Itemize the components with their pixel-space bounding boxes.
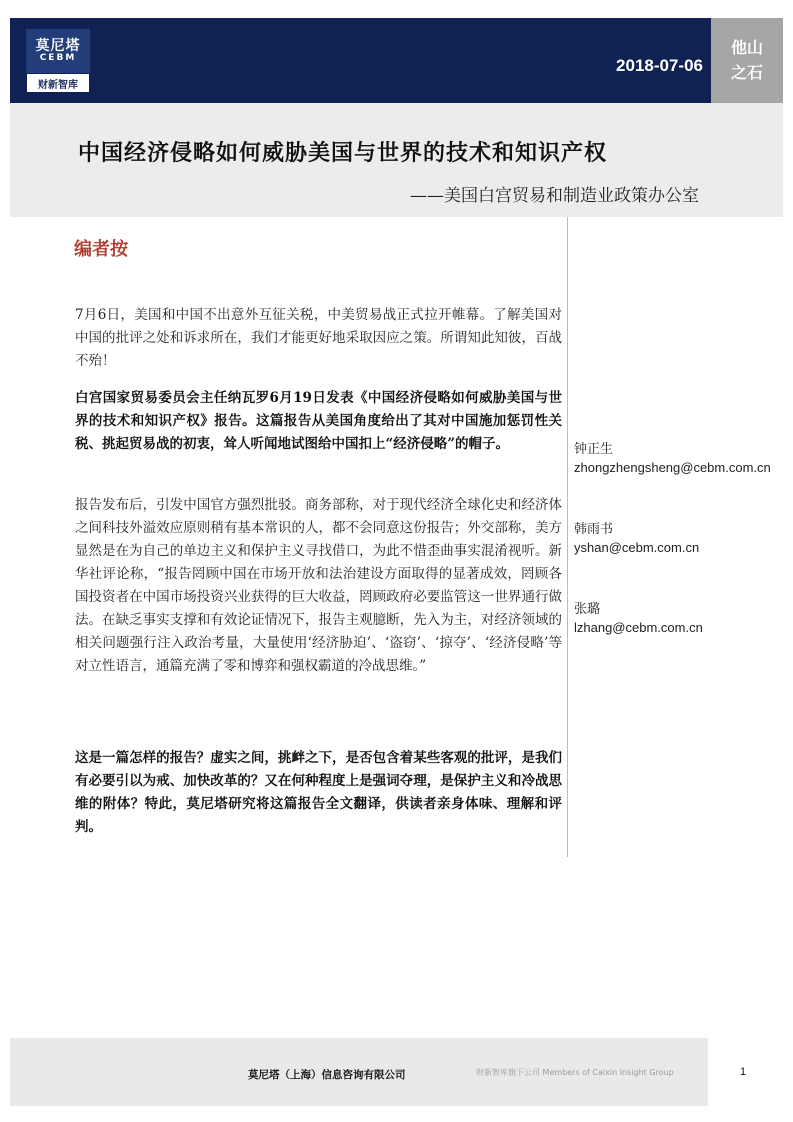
logo-english: CEBM <box>39 52 77 63</box>
logo-subtitle: 财新智库 <box>26 73 90 93</box>
header-bar <box>10 18 711 103</box>
paragraph-1: 7月6日，美国和中国不出意外互征关税，中美贸易战正式拉开帷幕。了解美国对中国的批评之处和诉求所在，我们才能更好地采取因应之策。所谓知此知彼，百战不殆！ <box>75 307 562 369</box>
contact-email-1[interactable]: zhongzhengsheng@cebm.com.cn <box>574 460 771 475</box>
series-label-line1: 他山 <box>730 37 763 57</box>
company-logo <box>26 29 90 93</box>
report-title: 中国经济侵略如何威胁美国与世界的技术和知识产权 <box>78 140 608 166</box>
title-band <box>10 103 783 217</box>
logo-mark <box>26 29 90 73</box>
logo-chinese: 莫尼塔 <box>35 37 81 54</box>
contact-name-3: 张璐 <box>574 602 601 617</box>
report-date: 2018-07-06 <box>616 56 703 75</box>
contact-name-2: 韩雨书 <box>574 522 614 537</box>
footer-bar <box>10 1038 708 1106</box>
paragraph-3: 报告发布后，引发中国官方强烈批驳。商务部称，对于现代经济全球化史和经济体之间科技外溢效应原则稍有基本常识的人，都不会同意这份报告；外交部称，美方显然是在为自己的单边主义和保护主义寻找借口，为此不惜歪曲事实混淆视听。新华社评论称，“报告罔顾中国在市场开放和法治建设方面取得的显著成效，罔顾各国投资者在中国市场投资兴业获得的巨大收益，罔顾政府必要监管这一世界通行做法。在缺乏事实支撑和有效论证情况下，报告主观臆断，先入为主，对经济领域的相关问题强行注入政治考量，大量使用‘经济胁迫’、‘盗窃’、‘掠夺’、‘经济侵略’等对立性语言，通篇充满了零和博弈和强权霸道的冷战思维。” <box>75 497 562 674</box>
series-label <box>711 18 783 103</box>
section-heading: 编者按 <box>74 239 128 260</box>
footer-company: 莫尼塔（上海）信息咨询有限公司 <box>248 1069 406 1081</box>
contact-name-1: 钟正生 <box>574 442 614 457</box>
editor-note-column <box>66 217 568 857</box>
contact-email-2[interactable]: yshan@cebm.com.cn <box>574 540 700 555</box>
paragraph-4: 这是一篇怎样的报告？虚实之间，挑衅之下，是否包含着某些客观的批评，是我们有必要引以为戒、加快改革的？又在何种程度上是强词夺理，是保护主义和冷战思维的附体？特此，莫尼塔研究将这篇报告全文翻译，供读者亲身体味、理解和评判。 <box>75 750 562 835</box>
contact-email-3[interactable]: lzhang@cebm.com.cn <box>574 620 703 635</box>
report-subtitle: ——美国白宫贸易和制造业政策办公室 <box>410 186 699 206</box>
footer-note: 财新智库旗下公司 Members of Caixin Insight Group <box>476 1068 674 1077</box>
paragraph-2: 白宫国家贸易委员会主任纳瓦罗6月19日发表《中国经济侵略如何威胁美国与世界的技术和知识产权》报告。这篇报告从美国角度给出了其对中国施加惩罚性关税、挑起贸易战的初衷，耸人听闻地试图给中国扣上“经济侵略”的帽子。 <box>75 390 562 452</box>
page-number: 1 <box>740 1066 747 1078</box>
series-label-line2: 之石 <box>730 62 763 82</box>
